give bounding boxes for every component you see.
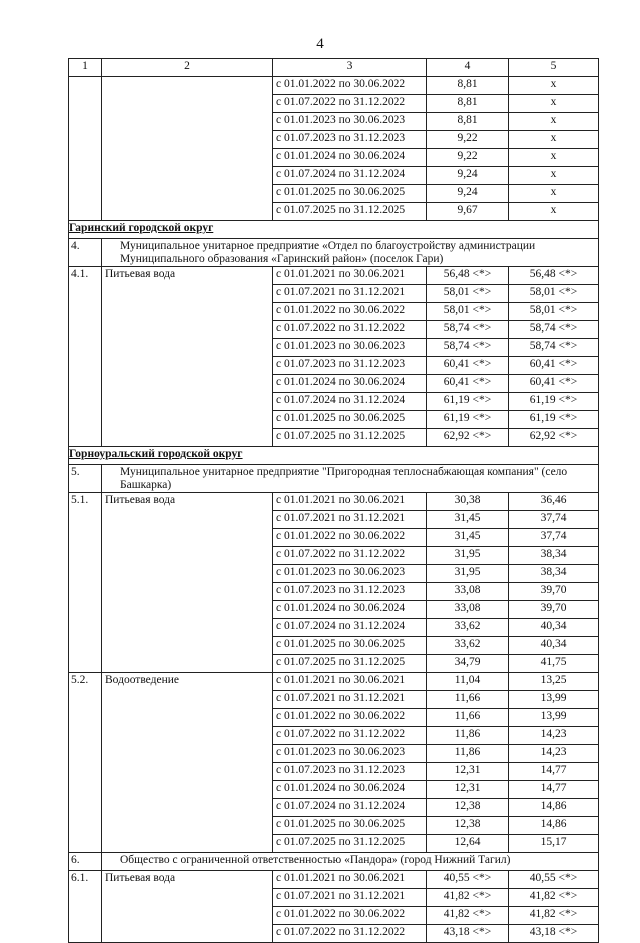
tariff-value-vat: 58,01 <*> — [509, 303, 599, 321]
tariff-value: 58,01 <*> — [427, 285, 509, 303]
period-cell: с 01.07.2025 по 31.12.2025 — [273, 835, 427, 853]
tariff-value: 11,66 — [427, 691, 509, 709]
tariff-value: 41,82 <*> — [427, 907, 509, 925]
period-cell: с 01.01.2023 по 30.06.2023 — [273, 339, 427, 357]
period-cell: с 01.01.2023 по 30.06.2023 — [273, 113, 427, 131]
period-cell: с 01.07.2021 по 31.12.2021 — [273, 691, 427, 709]
tariff-value-vat: 13,25 — [509, 673, 599, 691]
tariff-value-vat: 39,70 — [509, 601, 599, 619]
period-cell: с 01.07.2021 по 31.12.2021 — [273, 285, 427, 303]
organization-row — [69, 465, 599, 493]
district-row — [69, 221, 599, 239]
tariff-value-vat: 15,17 — [509, 835, 599, 853]
tariff-value: 9,24 — [427, 185, 509, 203]
tariff-value-vat: x — [509, 203, 599, 221]
tariff-value: 58,74 <*> — [427, 321, 509, 339]
tariff-value-vat: 40,34 — [509, 619, 599, 637]
period-cell: с 01.01.2024 по 30.06.2024 — [273, 781, 427, 799]
service-name: Питьевая вода — [102, 871, 273, 943]
tariff-value-vat: 61,19 <*> — [509, 411, 599, 429]
period-cell: с 01.01.2025 по 30.06.2025 — [273, 411, 427, 429]
period-cell: с 01.01.2025 по 30.06.2025 — [273, 185, 427, 203]
tariff-value: 60,41 <*> — [427, 375, 509, 393]
table-row — [69, 493, 599, 511]
period-cell: с 01.01.2024 по 30.06.2024 — [273, 375, 427, 393]
period-cell: с 01.07.2022 по 31.12.2022 — [273, 727, 427, 745]
service-name: Водоотведение — [102, 673, 273, 853]
table-row — [69, 77, 599, 95]
period-cell: с 01.07.2022 по 31.12.2022 — [273, 321, 427, 339]
tariff-value: 31,95 — [427, 565, 509, 583]
tariff-value: 8,81 — [427, 113, 509, 131]
period-cell: с 01.07.2024 по 31.12.2024 — [273, 799, 427, 817]
period-cell: с 01.01.2024 по 30.06.2024 — [273, 601, 427, 619]
tariff-value: 33,62 — [427, 619, 509, 637]
period-cell: с 01.07.2023 по 31.12.2023 — [273, 763, 427, 781]
tariff-value-vat: 40,55 <*> — [509, 871, 599, 889]
header-cell: 2 — [102, 59, 273, 77]
tariff-value: 58,01 <*> — [427, 303, 509, 321]
tariff-value-vat: 38,34 — [509, 547, 599, 565]
header-cell: 5 — [509, 59, 599, 77]
tariff-value: 33,08 — [427, 601, 509, 619]
continued-number-cell — [69, 77, 102, 221]
organization-number: 5. — [69, 465, 102, 493]
period-cell: с 01.01.2022 по 30.06.2022 — [273, 77, 427, 95]
item-number: 6.1. — [69, 871, 102, 943]
tariff-table — [68, 58, 599, 943]
organization-name: Общество с ограниченной ответственностью «Пандора» (город Нижний Тагил) — [102, 853, 599, 871]
tariff-value-vat: 62,92 <*> — [509, 429, 599, 447]
tariff-value-vat: 58,01 <*> — [509, 285, 599, 303]
period-cell: с 01.07.2025 по 31.12.2025 — [273, 655, 427, 673]
period-cell: с 01.07.2025 по 31.12.2025 — [273, 203, 427, 221]
period-cell: с 01.07.2023 по 31.12.2023 — [273, 583, 427, 601]
tariff-value-vat: 38,34 — [509, 565, 599, 583]
period-cell: с 01.01.2022 по 30.06.2022 — [273, 709, 427, 727]
period-cell: с 01.01.2025 по 30.06.2025 — [273, 637, 427, 655]
tariff-table-body — [69, 59, 599, 943]
tariff-value: 40,55 <*> — [427, 871, 509, 889]
tariff-value-vat: 58,74 <*> — [509, 321, 599, 339]
item-number: 4.1. — [69, 267, 102, 447]
organization-number: 6. — [69, 853, 102, 871]
tariff-value: 31,95 — [427, 547, 509, 565]
tariff-value-vat: 14,86 — [509, 817, 599, 835]
period-cell: с 01.07.2024 по 31.12.2024 — [273, 619, 427, 637]
header-cell: 4 — [427, 59, 509, 77]
period-cell: с 01.01.2025 по 30.06.2025 — [273, 817, 427, 835]
tariff-value-vat: 41,75 — [509, 655, 599, 673]
tariff-value: 31,45 — [427, 529, 509, 547]
tariff-value-vat: 61,19 <*> — [509, 393, 599, 411]
tariff-value: 30,38 — [427, 493, 509, 511]
tariff-value-vat: 14,77 — [509, 781, 599, 799]
page-number: 4 — [316, 36, 324, 52]
tariff-value-vat: 14,23 — [509, 727, 599, 745]
period-cell: с 01.07.2022 по 31.12.2022 — [273, 547, 427, 565]
period-cell: с 01.07.2024 по 31.12.2024 — [273, 393, 427, 411]
period-cell: с 01.01.2021 по 30.06.2021 — [273, 673, 427, 691]
table-row — [69, 267, 599, 285]
tariff-value-vat: 41,82 <*> — [509, 907, 599, 925]
period-cell: с 01.07.2023 по 31.12.2023 — [273, 131, 427, 149]
tariff-value: 11,66 — [427, 709, 509, 727]
period-cell: с 01.07.2022 по 31.12.2022 — [273, 95, 427, 113]
tariff-value-vat: 37,74 — [509, 511, 599, 529]
tariff-value: 8,81 — [427, 95, 509, 113]
tariff-value-vat: 60,41 <*> — [509, 375, 599, 393]
tariff-value: 56,48 <*> — [427, 267, 509, 285]
tariff-value-vat: 39,70 — [509, 583, 599, 601]
tariff-value-vat: x — [509, 149, 599, 167]
period-cell: с 01.07.2021 по 31.12.2021 — [273, 511, 427, 529]
tariff-value: 11,86 — [427, 727, 509, 745]
tariff-value: 33,62 — [427, 637, 509, 655]
tariff-value: 11,04 — [427, 673, 509, 691]
tariff-value: 9,24 — [427, 167, 509, 185]
tariff-value-vat: 43,18 <*> — [509, 925, 599, 943]
tariff-value-vat: 14,86 — [509, 799, 599, 817]
district-title: Горноуральский городской округ — [69, 447, 599, 465]
period-cell: с 01.07.2025 по 31.12.2025 — [273, 429, 427, 447]
table-row — [69, 673, 599, 691]
tariff-value: 9,67 — [427, 203, 509, 221]
tariff-value-vat: x — [509, 113, 599, 131]
tariff-value: 58,74 <*> — [427, 339, 509, 357]
header-row — [69, 59, 599, 77]
tariff-value-vat: 60,41 <*> — [509, 357, 599, 375]
tariff-value: 12,31 — [427, 781, 509, 799]
tariff-value-vat: x — [509, 77, 599, 95]
continued-name-cell — [102, 77, 273, 221]
period-cell: с 01.01.2022 по 30.06.2022 — [273, 303, 427, 321]
tariff-value-vat: 56,48 <*> — [509, 267, 599, 285]
service-name: Питьевая вода — [102, 267, 273, 447]
tariff-value-vat: 14,23 — [509, 745, 599, 763]
tariff-value: 61,19 <*> — [427, 393, 509, 411]
period-cell: с 01.01.2022 по 30.06.2022 — [273, 907, 427, 925]
tariff-value-vat: 58,74 <*> — [509, 339, 599, 357]
organization-name: Муниципальное унитарное предприятие "Пригородная теплоснабжающая компания" (село Башкарка) — [102, 465, 599, 493]
period-cell: с 01.07.2024 по 31.12.2024 — [273, 167, 427, 185]
period-cell: с 01.01.2023 по 30.06.2023 — [273, 565, 427, 583]
period-cell: с 01.01.2021 по 30.06.2021 — [273, 493, 427, 511]
tariff-value: 12,64 — [427, 835, 509, 853]
tariff-value-vat: x — [509, 185, 599, 203]
tariff-value-vat: 13,99 — [509, 691, 599, 709]
tariff-value-vat: 14,77 — [509, 763, 599, 781]
tariff-value: 60,41 <*> — [427, 357, 509, 375]
tariff-value-vat: x — [509, 131, 599, 149]
table-row — [69, 871, 599, 889]
organization-name: Муниципальное унитарное предприятие «Отдел по благоустройству администрации Муниципального образования «Гаринский район» (поселок Гари) — [102, 239, 599, 267]
organization-row — [69, 853, 599, 871]
tariff-value: 12,38 — [427, 817, 509, 835]
tariff-value: 43,18 <*> — [427, 925, 509, 943]
tariff-value: 11,86 — [427, 745, 509, 763]
header-cell: 1 — [69, 59, 102, 77]
period-cell: с 01.01.2024 по 30.06.2024 — [273, 149, 427, 167]
organization-number: 4. — [69, 239, 102, 267]
tariff-value-vat: 37,74 — [509, 529, 599, 547]
period-cell: с 01.07.2022 по 31.12.2022 — [273, 925, 427, 943]
period-cell: с 01.01.2021 по 30.06.2021 — [273, 267, 427, 285]
tariff-value: 12,38 — [427, 799, 509, 817]
item-number: 5.2. — [69, 673, 102, 853]
tariff-value-vat: x — [509, 167, 599, 185]
tariff-value-vat: 40,34 — [509, 637, 599, 655]
period-cell: с 01.01.2022 по 30.06.2022 — [273, 529, 427, 547]
tariff-value: 8,81 — [427, 77, 509, 95]
tariff-value: 62,92 <*> — [427, 429, 509, 447]
tariff-value: 9,22 — [427, 131, 509, 149]
district-row — [69, 447, 599, 465]
tariff-value-vat: 41,82 <*> — [509, 889, 599, 907]
tariff-value-vat: 13,99 — [509, 709, 599, 727]
tariff-value: 12,31 — [427, 763, 509, 781]
tariff-value: 34,79 — [427, 655, 509, 673]
period-cell: с 01.01.2021 по 30.06.2021 — [273, 871, 427, 889]
period-cell: с 01.07.2023 по 31.12.2023 — [273, 357, 427, 375]
tariff-value: 61,19 <*> — [427, 411, 509, 429]
period-cell: с 01.01.2023 по 30.06.2023 — [273, 745, 427, 763]
tariff-value-vat: x — [509, 95, 599, 113]
tariff-value: 9,22 — [427, 149, 509, 167]
tariff-value-vat: 36,46 — [509, 493, 599, 511]
service-name: Питьевая вода — [102, 493, 273, 673]
tariff-value: 41,82 <*> — [427, 889, 509, 907]
tariff-value: 31,45 — [427, 511, 509, 529]
tariff-value: 33,08 — [427, 583, 509, 601]
header-cell: 3 — [273, 59, 427, 77]
district-title: Гаринский городской округ — [69, 221, 599, 239]
period-cell: с 01.07.2021 по 31.12.2021 — [273, 889, 427, 907]
item-number: 5.1. — [69, 493, 102, 673]
organization-row — [69, 239, 599, 267]
